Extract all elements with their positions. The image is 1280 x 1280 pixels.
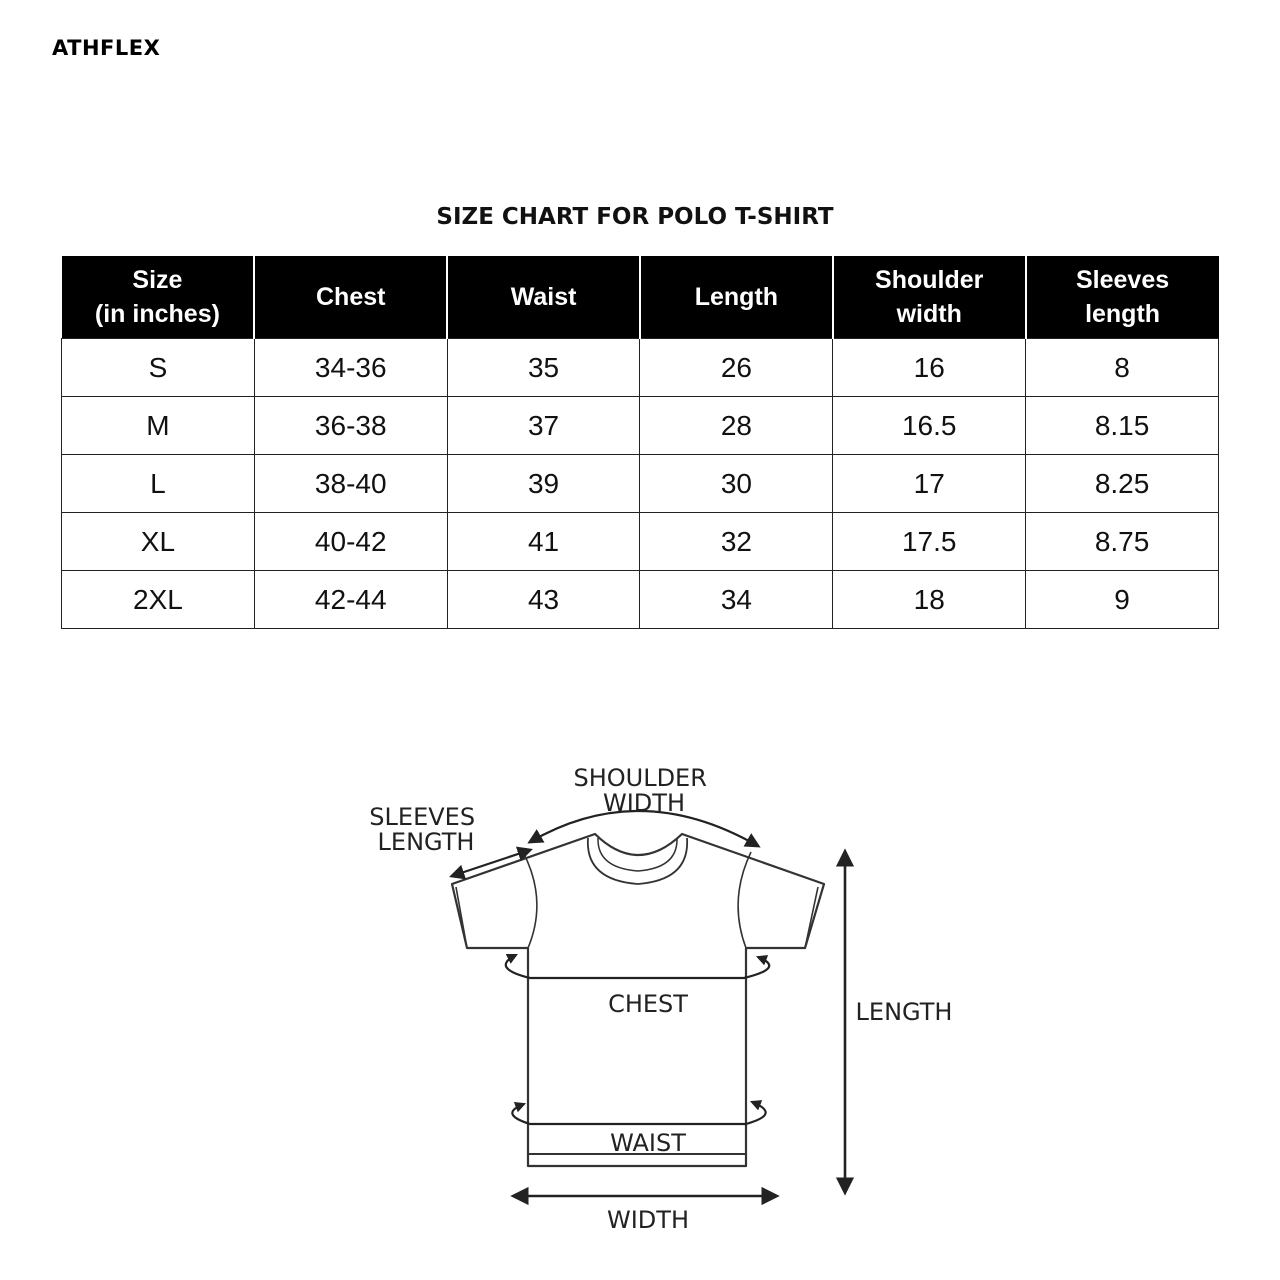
- brand-logo: ATHFLEX: [52, 36, 161, 60]
- cell-sleeves-length: 8.15: [1026, 397, 1219, 455]
- cell-chest: 40-42: [254, 513, 447, 571]
- header-shoulder-width: Shoulder width: [833, 256, 1026, 339]
- cell-length: 30: [640, 455, 833, 513]
- waist-label: WAIST: [610, 1129, 686, 1157]
- cell-shoulder-width: 18: [833, 571, 1026, 629]
- header-waist: Waist: [447, 256, 640, 339]
- cell-shoulder-width: 17: [833, 455, 1026, 513]
- armhole-seam-right: [738, 852, 751, 948]
- cell-waist: 35: [447, 339, 640, 397]
- cell-size: L: [62, 455, 255, 513]
- cell-waist: 37: [447, 397, 640, 455]
- cell-waist: 41: [447, 513, 640, 571]
- cell-sleeves-length: 8.75: [1026, 513, 1219, 571]
- cell-length: 34: [640, 571, 833, 629]
- cell-sleeves-length: 9: [1026, 571, 1219, 629]
- cell-chest: 36-38: [254, 397, 447, 455]
- cell-chest: 38-40: [254, 455, 447, 513]
- sleeve-cuff-left: [456, 887, 467, 948]
- cell-sleeves-length: 8.25: [1026, 455, 1219, 513]
- cell-shoulder-width: 16: [833, 339, 1026, 397]
- chest-arrow: [506, 955, 769, 978]
- header-chest: Chest: [254, 256, 447, 339]
- sleeves-length-label: SLEEVES LENGTH: [369, 803, 476, 856]
- cell-shoulder-width: 16.5: [833, 397, 1026, 455]
- armhole-seam-left: [523, 852, 537, 948]
- width-label: WIDTH: [607, 1206, 689, 1234]
- header-sleeves-length: Sleeves length: [1026, 256, 1219, 339]
- cell-waist: 43: [447, 571, 640, 629]
- cell-length: 26: [640, 339, 833, 397]
- cell-size: S: [62, 339, 255, 397]
- cell-chest: 42-44: [254, 571, 447, 629]
- cell-shoulder-width: 17.5: [833, 513, 1026, 571]
- collar-outer: [588, 838, 687, 884]
- cell-sleeves-length: 8: [1026, 339, 1219, 397]
- page-title: SIZE CHART FOR POLO T-SHIRT: [436, 204, 834, 230]
- cell-size: 2XL: [62, 571, 255, 629]
- cell-chest: 34-36: [254, 339, 447, 397]
- header-size: Size (in inches): [62, 256, 255, 339]
- length-label: LENGTH: [855, 998, 953, 1026]
- shoulder-width-label: SHOULDER WIDTH: [573, 764, 707, 817]
- waist-arrow: [512, 1102, 765, 1124]
- header-length: Length: [640, 256, 833, 339]
- cell-size: M: [62, 397, 255, 455]
- chest-label: CHEST: [608, 990, 688, 1018]
- sleeve-cuff-right: [805, 887, 818, 948]
- cell-waist: 39: [447, 455, 640, 513]
- cell-size: XL: [62, 513, 255, 571]
- cell-length: 32: [640, 513, 833, 571]
- cell-length: 28: [640, 397, 833, 455]
